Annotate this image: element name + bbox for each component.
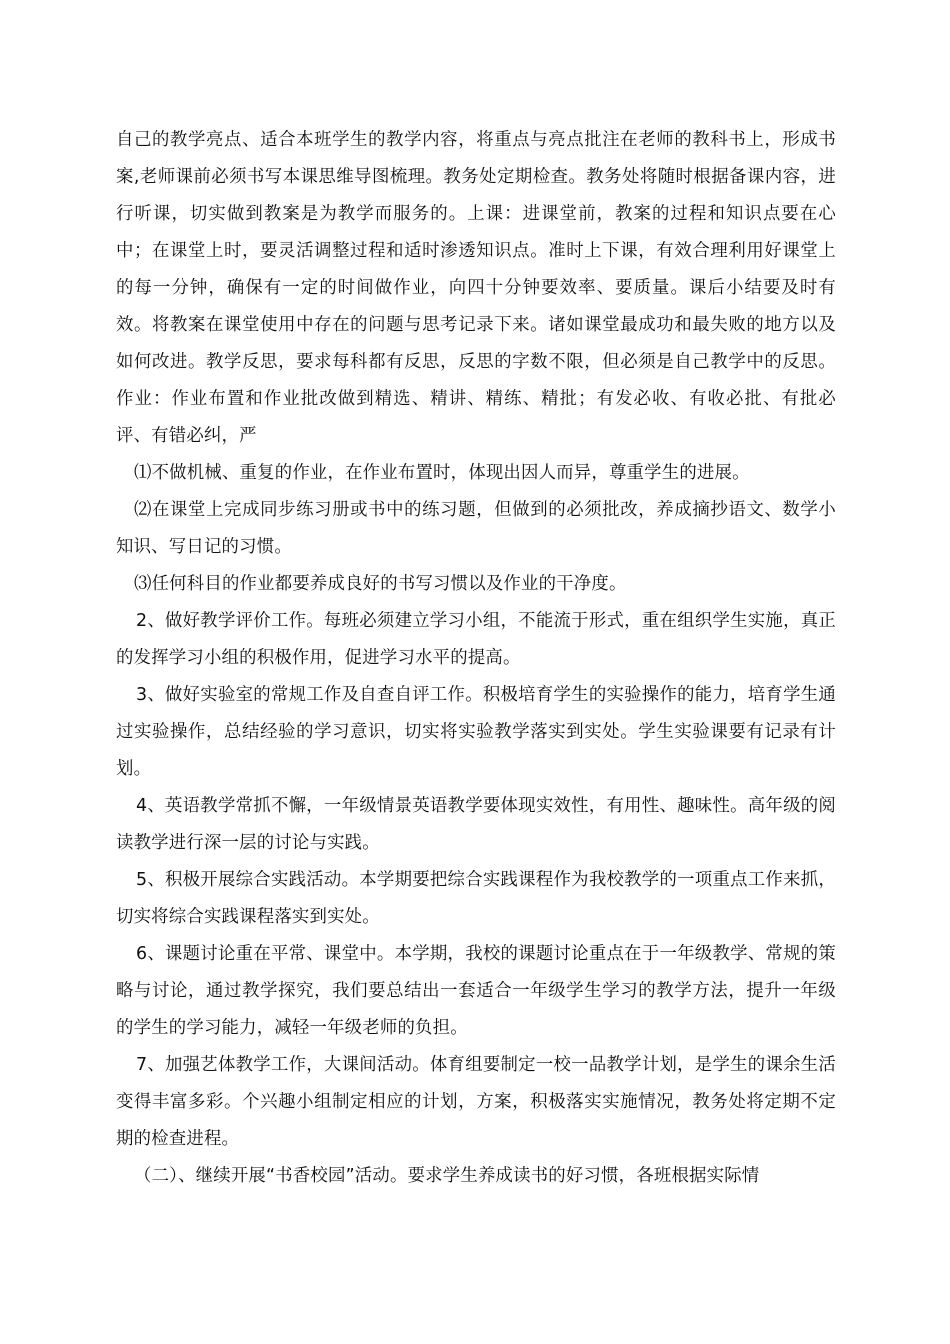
paragraph-homework-rule-1: ⑴不做机械、重复的作业，在作业布置时，体现出因人而异，尊重学生的进展。 xyxy=(134,463,750,483)
paragraph-section-2: （二）、继续开展“书香校园”活动。要求学生养成读书的好习惯，各班根据实际情 xyxy=(134,1166,760,1186)
paragraph-homework-rule-2: ⑵在课堂上完成同步练习册或书中的练习题，但做到的必须批改，养成摘抄语文、数学小知识、写日记的习惯。 xyxy=(116,500,836,557)
document-body xyxy=(116,122,836,1195)
paragraph-lesson-prep: 自己的教学亮点、适合本班学生的教学内容，将重点与亮点批注在老师的教科书上，形成书案,老师课前必须书写本课思维导图梳理。教务处定期检查。教务处将随时根据备课内容，进行听课，切实做到教案是为教学而服务的。上课：进课堂前，教案的过程和知识点要在心中；在课堂上时，要灵活调整过程和适时渗透知识点。准时上下课，有效合理利用好课堂上的每一分钟，确保有一定的时间做作业，向四十分钟要效率、要质量。课后小结要及时有效。将教案在课堂使用中存在的问题与思考记录下来。诸如课堂最成功和最失败的地方以及如何改进。教学反思，要求每科都有反思，反思的字数不限，但必须是自己教学中的反思。作业：作业布置和作业批改做到精选、精讲、精练、精批；有发必收、有收必批、有批必评、有错必纠，严 xyxy=(116,130,836,446)
paragraph-item-6: 6、课题讨论重在平常、课堂中。本学期，我校的课题讨论重点在于一年级教学、常规的策略与讨论，通过教学探究，我们要总结出一套适合一年级学生学习的教学方法，提升一年级的学生的学习能力，减轻一年级老师的负担。 xyxy=(116,944,836,1038)
paragraph-item-5: 5、积极开展综合实践活动。本学期要把综合实践课程作为我校教学的一项重点工作来抓，切实将综合实践课程落实到实处。 xyxy=(116,870,836,927)
paragraph-item-2: 2、做好教学评价工作。每班必须建立学习小组，不能流于形式，重在组织学生实施，真正的发挥学习小组的积极作用，促进学习水平的提高。 xyxy=(116,611,836,668)
paragraph-item-4: 4、英语教学常抓不懈，一年级情景英语教学要体现实效性，有用性、趣味性。高年级的阅读教学进行深一层的讨论与实践。 xyxy=(116,796,836,853)
paragraph-homework-rule-3: ⑶任何科目的作业都要养成良好的书写习惯以及作业的干净度。 xyxy=(134,574,627,594)
paragraph-item-7: 7、加强艺体教学工作，大课间活动。体育组要制定一校一品教学计划，是学生的课余生活变得丰富多彩。个兴趣小组制定相应的计划，方案，积极落实实施情况，教务处将定期不定期的检查进程。 xyxy=(116,1055,836,1149)
paragraph-item-3: 3、做好实验室的常规工作及自查自评工作。积极培育学生的实验操作的能力，培育学生通过实验操作，总结经验的学习意识，切实将实验教学落实到实处。学生实验课要有记录有计划。 xyxy=(116,685,836,779)
